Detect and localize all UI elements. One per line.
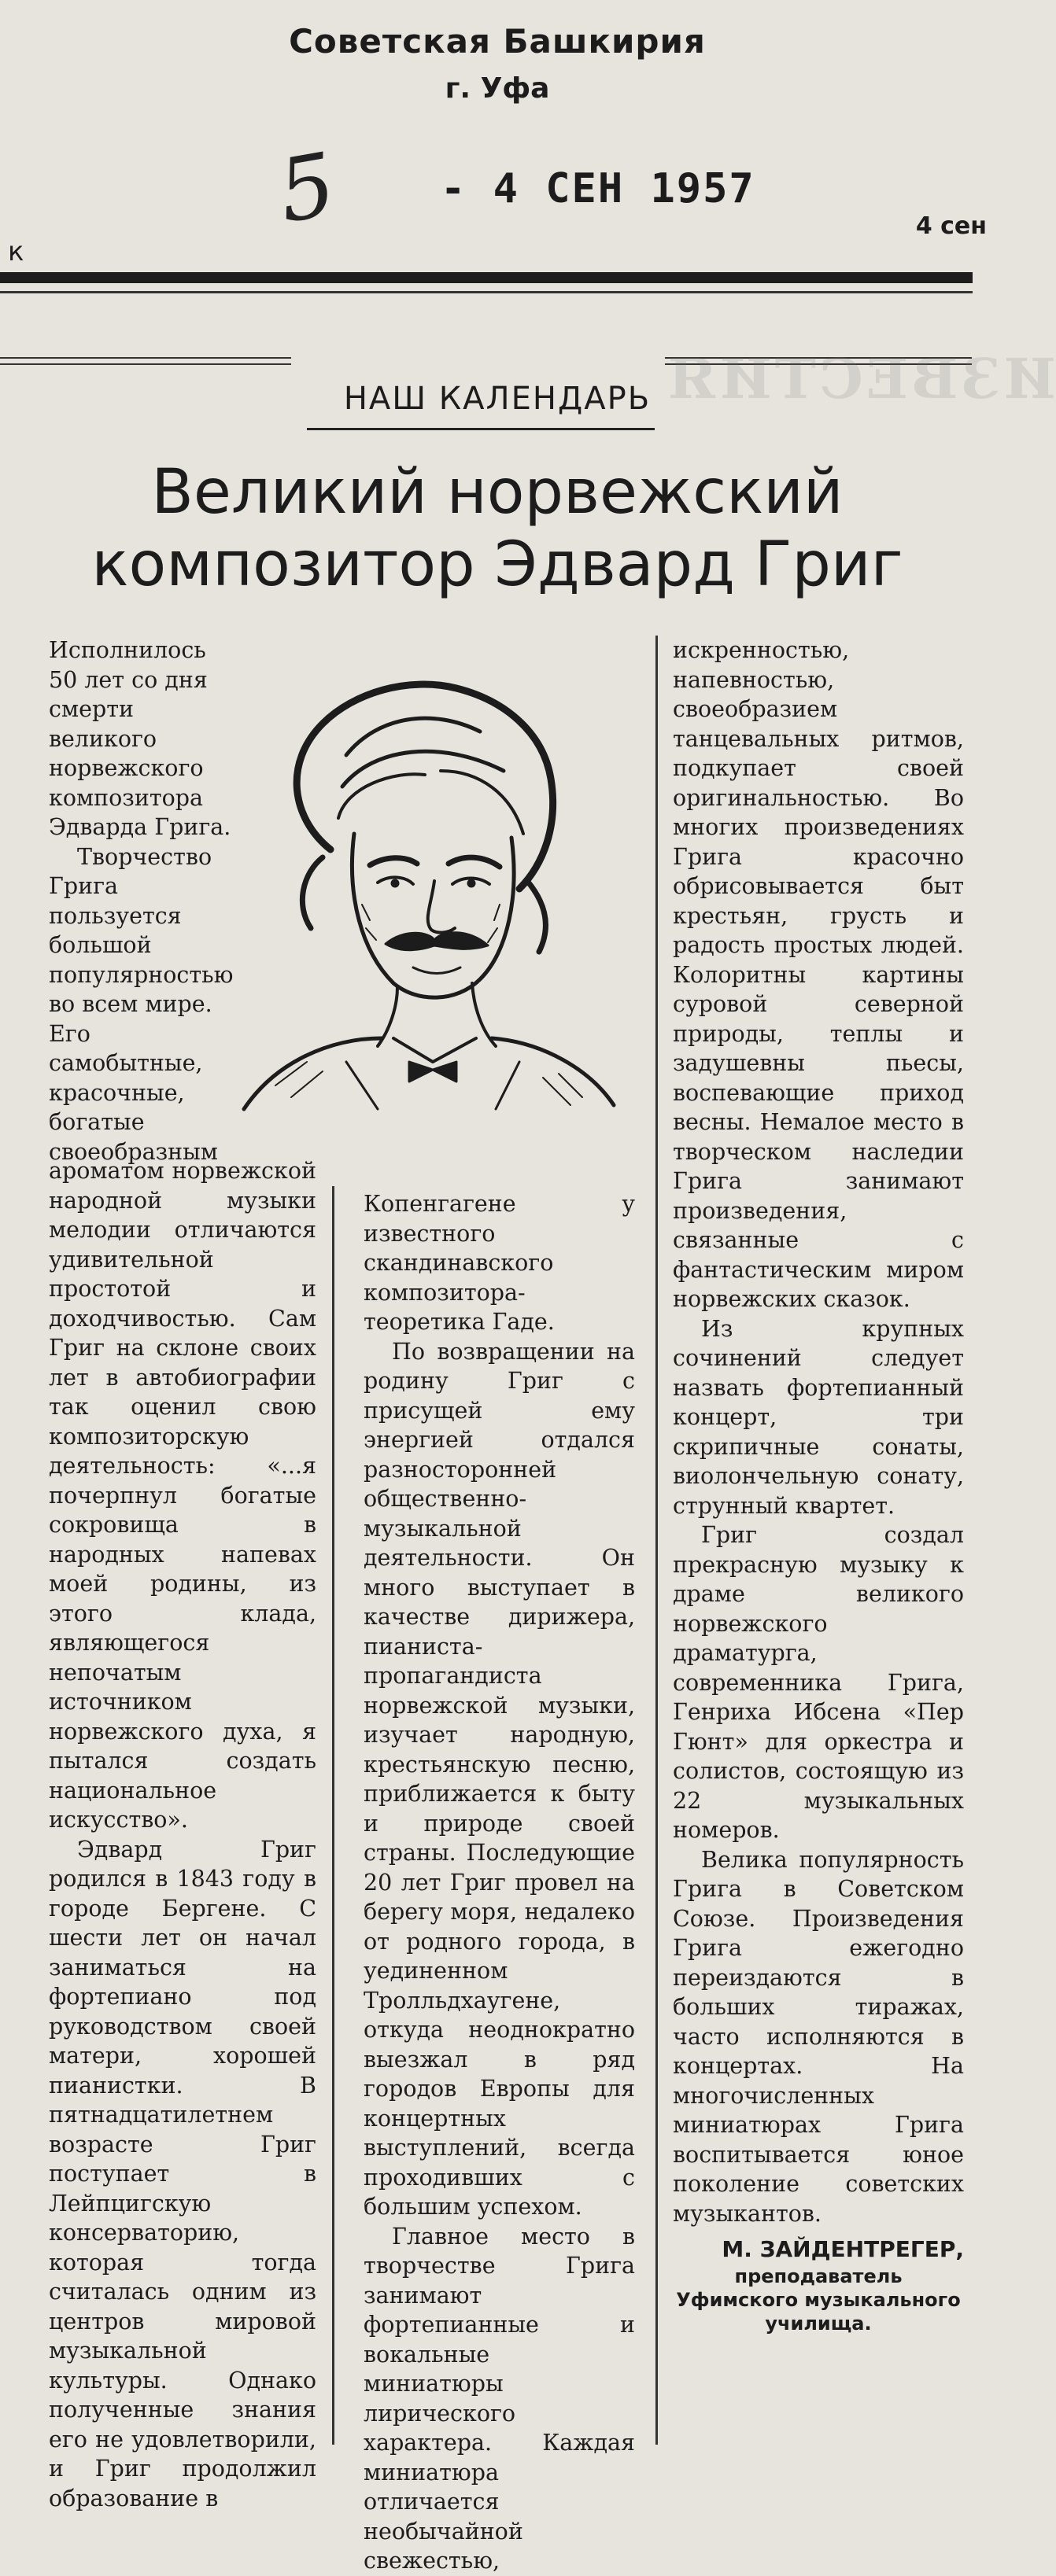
rubric-rule-left [0, 357, 291, 365]
article-paragraph: Творчество Грига пользуется большой популярностью во всем мире. Его самобытные, красочные, богатые своеобразным [49, 843, 234, 1165]
header-rule-thin [0, 291, 973, 293]
handwritten-number: 5 [271, 133, 343, 243]
article-paragraph: Копенгагене у известного скандинавского композитора-теоретика Гаде. [364, 1191, 635, 1335]
article-paragraph: По возвращении на родину Григ с присущей ему энергией отдался разносторонней общественно-музыкальной деятельности. Он много выступает в качестве дирижера, пианиста-пропагандиста норвежской музыки, изучает народную, крестьянскую песню, приближается к быту и природе своей страны. Последующие 20 лет Григ провел на берегу моря, недалеко от родного города, в уединенном Тролльдхаугене, откуда неоднократно выезжал в ряд городов Европы для концертных выступлений, всегда проходивших с большим успехом. [364, 1338, 635, 2220]
article-column-1-upper [49, 636, 234, 1166]
author-role: преподаватель Уфимского музыкального училища. [676, 2265, 961, 2335]
bleed-through-text: ИЗВЕСТИЯ [665, 346, 1056, 411]
corner-mark: к [8, 236, 24, 267]
author-name: М. ЗАЙДЕНТРЕГЕР, [722, 2236, 964, 2262]
newspaper-city: г. Уфа [445, 72, 550, 105]
clipping-header [0, 0, 995, 283]
article-paragraph: Григ создал прекрасную музыку к драме великого норвежского драматурга, современника Грига, Генриха Ибсена «Пер Гюнт» для оркестра и солистов, состоящую из 22 музыкальных номеров. [673, 1522, 964, 1843]
rubric-underline [307, 428, 655, 430]
headline [0, 456, 995, 601]
date-stamp: - 4 СЕН 1957 [441, 165, 755, 212]
column-rule-1 [332, 1186, 334, 2445]
article-paragraph: Эдвард Григ родился в 1843 году в городе Бергене. С шести лет он начал заниматься на фортепиано под руководством своей матери, хорошей пианистки. В пятнадцатилетнем возрасте Григ поступает в Лейпцигскую консерваторию, которая тогда считалась одним из центров мировой музыкальной культуры. Однако полученные знания его не удовлетворили, и Григ продолжил образование в [49, 1836, 316, 2512]
grieg-portrait-illustration [228, 669, 622, 1109]
article-paragraph: Велика популярность Грига в Советском Союзе. Произведения Грига ежегодно переиздаются в больших тиражах, часто исполняются в концертах. На многочисленных миниатюрах Грига воспитывается юное поколение советских музыкантов. [673, 1846, 964, 2227]
article-column-2 [364, 1189, 635, 2576]
article-paragraph: ароматом норвежской народной музыки мелодии отличаются удивительной простотой и доходчивостью. Сам Григ на склоне своих лет в автобиографии так оценил свою композиторскую деятельность: «...я почерпнул богатые сокровища в народных напевах моей родины, из этого клада, являющегося непочатым источником норвежского духа, я пытался создать национальное искусство». [49, 1158, 316, 1833]
article-paragraph: Из крупных сочинений следует назвать фортепианный концерт, три скрипичные сонаты, виолончельную сонату, струнный квартет. [673, 1315, 964, 1519]
article-column-1-lower [49, 1156, 316, 2513]
headline-line-2: композитор Эдвард Григ [91, 529, 903, 600]
newspaper-name: Советская Башкирия [289, 22, 706, 61]
headline-line-1: Великий норвежский [151, 457, 844, 528]
page-mark: 4 сен [915, 212, 987, 240]
article-column-3 [673, 636, 964, 2335]
article-paragraph: Исполнилось 50 лет со дня смерти великого норвежского композитора Эдварда Грига. [49, 637, 231, 840]
article-paragraph: Главное место в творчестве Грига занимают фортепианные и вокальные миниатюры лирического характера. Каждая миниатюра отличается необычайной свежестью, [364, 2223, 635, 2574]
section-rubric: НАШ КАЛЕНДАРЬ [343, 381, 652, 417]
header-rule-thick [0, 272, 973, 283]
article-paragraph: искренностью, напевностью, своеобразием танцевальных ритмов, подкупает своей оригинальностью. Во многих произведениях Грига красочно обрисовывается быт крестьян, грусть и радость простых людей. Колоритны картины суровой северной природы, теплы и задушевны пьесы, воспевающие приход весны. Немалое место в творческом наследии Грига занимают произведения, связанные с фантастическим миром норвежских сказок. [673, 637, 964, 1312]
column-rule-2 [655, 636, 658, 2445]
